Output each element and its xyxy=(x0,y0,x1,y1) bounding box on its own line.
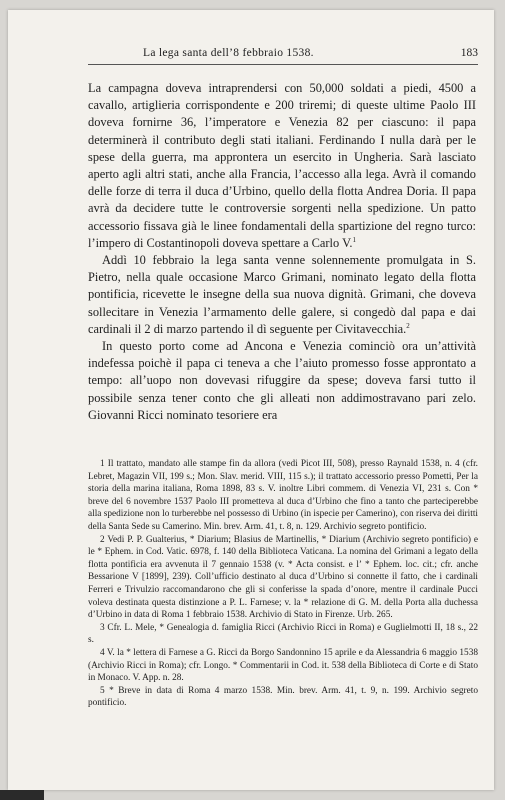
header-rule xyxy=(88,64,478,65)
paragraph-1: La campagna doveva intraprendersi con 50,000 soldati a piedi, 4500 a cavallo, artiglieria corrispondente e 200 triremi; di queste ultime Paolo III doveva fornirne 36, l’imperatore e Venezia 82 per ciascuno: il papa determinerà il contributo degli stati italiani. Ferdinando I nulla darà per le spese della guerra, ma approntera un esercito in Ungheria. Sarà lasciato aperto agli altri stati, anche alla Francia, l’accesso alla lega. Avrà il comando delle forze di terra il duca d’Urbino, quello della flotta Andrea Doria. Il papa avrà da decidere tutte le controversie sorgenti nella spedizione. Un patto accessorio fissava già le linee fondamentali della spartizione del regno turco: l’impero di Costantinopoli doveva spettare a Carlo V.$^1$ xyxy=(88,81,476,250)
footnote-2: 2 Vedi P. P. Gualterius, * Diarium; Blasius de Martinellis, * Diarium (Archivio segreto pontificio) e le * Ephem. in Cod. Vatic. 6978, f. 140 della Biblioteca Vaticana. La nomina del Grimani a legato della flotta pontificia era avvenuta il 7 gennaio 1538 (v. * Acta consist. e l’ * Ephem. loc. cit.; cfr. anche Bessarione V [1899], 239). Coll’ufficio destinato al duca d’Urbino si connette il fatto, che i cardinali Ferreri e Trivulzio raccomandarono che gli si conferisse la spada d’onore, mentre il cardinale Pucci voleva destinata questa distinzione a P. L. Farnese; v. la * relazione di G. M. della Porta alla duchessa d’Urbino in data di Roma 1 febbraio 1538. Archivio di Stato in Firenze. Urb. 265. xyxy=(88,534,478,621)
footnotes xyxy=(88,458,478,710)
footnote-3: 3 Cfr. L. Mele, * Genealogia d. famiglia Ricci (Archivio Ricci in Roma) e Guglielmotti II, 18 s., 22 s. xyxy=(88,622,478,646)
footnote-4: 4 V. la * lettera di Farnese a G. Ricci da Borgo Sandonnino 15 aprile e da Alessandria 6 maggio 1538 (Archivio Ricci in Roma); cfr. Longo. * Commentarii in Cod. it. 538 della Biblioteca di Corte e di Stato in Monaco. V. App. n. 28. xyxy=(88,647,478,684)
running-title: La lega santa dell’8 febbraio 1538. xyxy=(143,47,314,59)
footnote-ref-1: 1 xyxy=(352,235,357,244)
main-text xyxy=(88,80,476,424)
binding-edge xyxy=(0,790,44,800)
page-number: 183 xyxy=(460,47,478,59)
footnote-ref-2: 2 xyxy=(406,321,410,330)
running-header xyxy=(88,47,478,65)
book-page xyxy=(8,10,494,790)
footnote-5: 5 * Breve in data di Roma 4 marzo 1538. Min. brev. Arm. 41, t. 9, n. 199. Archivio segreto pontificio. xyxy=(88,685,478,709)
paragraph-3: In questo porto come ad Ancona e Venezia cominciò ora un’attività indefessa poichè il papa ci teneva a che l’aiuto promesso fosse approntato a tempo: all’uopo non dovevasi rifuggire da spese; doveva farsi tutto il possibile senza tener conto che gli alleati non addimostravano pari zelo. Giovanni Ricci nominato tesoriere era xyxy=(88,339,476,422)
paragraph-2: Addì 10 febbraio la lega santa venne solennemente promulgata in S. Pietro, nella quale occasione Marco Grimani, nominato legato della flotta pontificia, ricevette le insegne della sua nuova dignità. Grimani, che doveva sollecitare in Venezia l’armamento delle galere, si congedò dal papa e dai cardinali il 2 di marzo partendo il dì seguente per Civitavecchia.$^2$ xyxy=(88,253,476,336)
footnote-1: 1 Il trattato, mandato alle stampe fin da allora (vedi Picot III, 508), presso Raynald 1538, n. 4 (cfr. Lebret, Magazin VII, 199 s.; Mon. Slav. merid. VIII, 115 s.); il trattato accessorio presso Pometti, Per la storia della marina italiana, Roma 1898, 83 s. V. inoltre Libri commem. di Venezia VI, 231 s. Con * breve del 6 novembre 1537 Paolo III prometteva al duca d’Urbino che fino a tanto che parteciperebbe alla spedizione non lo turberebbe nel possesso di Urbino (in ispecie per Camerino), con riserva dei diritti della Santa Sede su Camerino. Min. brev. Arm. 41, t. 8, n. 129. Archivio segreto pontificio. xyxy=(88,459,478,532)
